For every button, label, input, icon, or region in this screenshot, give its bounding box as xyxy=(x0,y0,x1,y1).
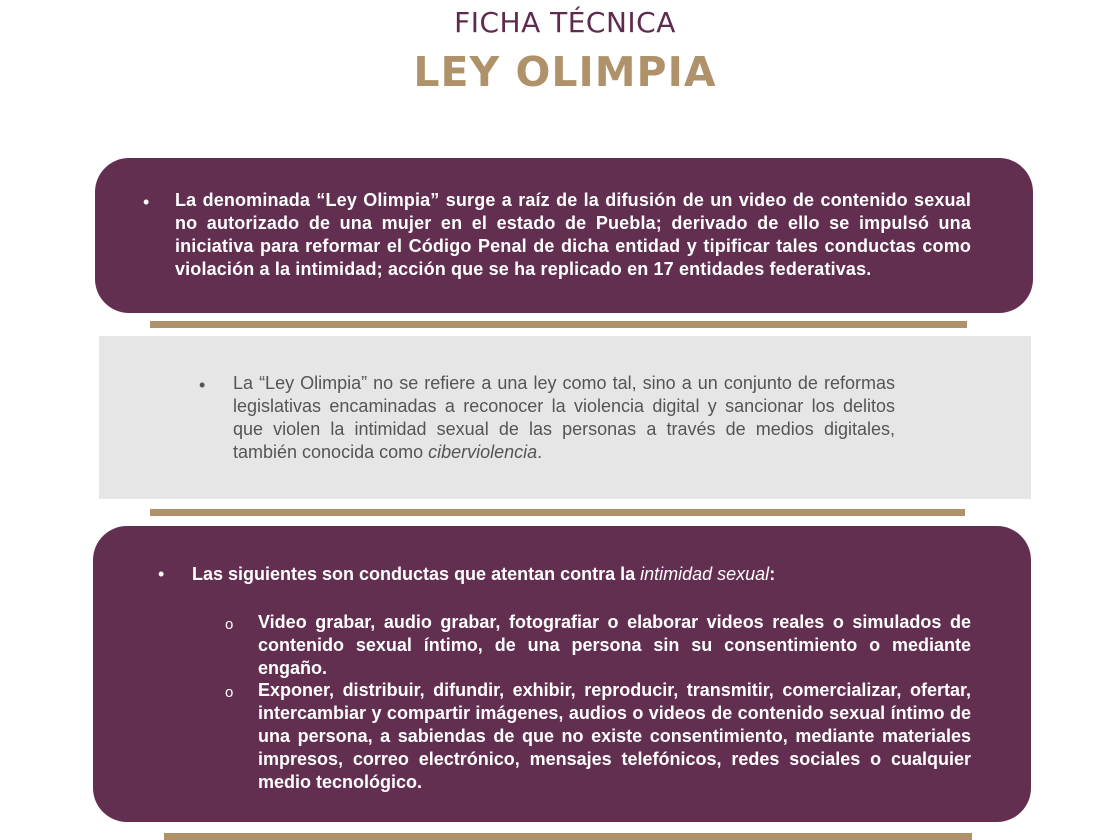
divider xyxy=(150,509,965,516)
document-title: LEY OLIMPIA xyxy=(413,48,717,96)
definition-text xyxy=(233,372,895,464)
circle-bullet-icon: o xyxy=(225,616,234,633)
bullet-icon: • xyxy=(158,564,165,584)
conducts-section xyxy=(93,526,1031,822)
document-subtitle: FICHA TÉCNICA xyxy=(454,6,676,39)
conduct-item: Video grabar, audio grabar, fotografiar o elaborar videos reales o simulados de contenido sexual íntimo, de una persona sin su consentimiento o mediante engaño. xyxy=(258,612,971,678)
circle-bullet-icon: o xyxy=(225,684,234,701)
conducts-intro xyxy=(192,564,775,585)
definition-text-end: . xyxy=(537,442,543,462)
bullet-icon: • xyxy=(199,375,206,395)
bullet-icon: • xyxy=(143,192,150,212)
conducts-intro-term: intimidad sexual xyxy=(640,564,770,584)
definition-term: ciberviolencia xyxy=(428,442,538,462)
divider xyxy=(150,321,967,328)
definition-section xyxy=(99,336,1031,499)
conducts-intro-end: : xyxy=(769,564,776,584)
definition-text-main: La “Ley Olimpia” no se refiere a una ley como tal, sino a un conjunto de reformas legislativas encaminadas a reconocer la violencia digital y sancionar los delitos que violen la intimidad sexual de las personas a través de medios digitales, también conocida como xyxy=(233,373,895,462)
conducts-intro-text: Las siguientes son conductas que atentan contra la xyxy=(192,564,641,584)
origin-section xyxy=(95,158,1033,313)
origin-text: La denominada “Ley Olimpia” surge a raíz de la difusión de un video de contenido sexual no autorizado de una mujer en el estado de Puebla; derivado de ello se impulsó una iniciativa para reformar el Código Penal de dicha entidad y tipificar tales conductas como violación a la intimidad; acción que se ha replicado en 17 entidades federativas. xyxy=(175,190,971,279)
divider xyxy=(164,833,972,840)
conduct-item: Exponer, distribuir, difundir, exhibir, reproducir, transmitir, comercializar, ofertar, intercambiar y compartir imágenes, audios o videos de contenido sexual íntimo de una persona, a sabiendas de que no existe consentimiento, mediante materiales impresos, correo electrónico, mensajes telefónicos, redes sociales o cualquier medio tecnológico. xyxy=(258,680,971,792)
